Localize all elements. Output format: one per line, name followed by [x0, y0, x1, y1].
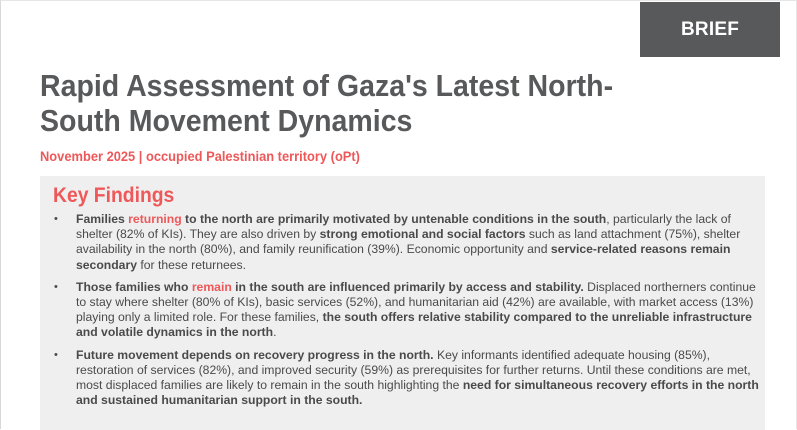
- bullet-icon: •: [54, 348, 58, 361]
- finding-future-movement: [52, 348, 764, 409]
- finding-returning: [52, 212, 764, 273]
- highlight-term: remain: [191, 279, 232, 294]
- finding-text: for these returnees.: [136, 257, 247, 272]
- finding-emphasis: strong emotional and social factors: [319, 227, 526, 242]
- bullet-icon: •: [54, 280, 58, 293]
- finding-emphasis: need for simultaneous recovery efforts in the north and sustained humanitarian support in the south.: [76, 378, 759, 408]
- finding-remain: [52, 280, 764, 341]
- finding-lead-cont: in the south are influenced primarily by access and stability.: [231, 279, 584, 294]
- finding-lead: Future movement depends on recovery progress in the north.: [76, 347, 434, 362]
- finding-emphasis: the south offers relative stability compared to the unreliable infrastructure and volatile dynamics in the north: [76, 310, 752, 340]
- finding-lead-cont: to the north are primarily motivated by untenable conditions in the south: [181, 212, 607, 226]
- finding-text: Displaced northerners continue to stay where shelter (80% of KIs), basic services (52%), and humanitarian aid (42%) are available, with market access (13%) playing only a limited role. For these families,: [76, 279, 756, 325]
- key-findings-heading: Key Findings: [53, 184, 175, 207]
- finding-emphasis: service-related reasons remain secondary: [76, 242, 731, 272]
- document-title: Rapid Assessment of Gaza's Latest North-South Movement Dynamics: [40, 68, 614, 138]
- highlight-term: returning: [128, 212, 182, 226]
- finding-lead: Those families who: [76, 279, 192, 294]
- bullet-icon: •: [54, 213, 58, 225]
- finding-text: , particularly the lack of shelter (82% of KIs). They are also driven by: [76, 212, 731, 242]
- brief-badge-label: BRIEF: [681, 18, 739, 40]
- finding-text: Key informants identified adequate housing (85%), restoration of services (82%), and improved security (59%) as prerequisites for further returns. Until these conditions are met, most displaced families are likely to remain in the south highlighting the: [76, 347, 751, 393]
- finding-lead: Families: [76, 212, 129, 226]
- finding-text: .: [273, 325, 277, 340]
- document-subtitle: November 2025 | occupied Palestinian territory (oPt): [40, 148, 360, 164]
- brief-badge: [640, 2, 780, 57]
- finding-text: such as land attachment (75%), shelter availability in the north (80%), and family reunification (39%). Economic opportunity and: [76, 227, 741, 257]
- key-findings-list: [52, 212, 764, 415]
